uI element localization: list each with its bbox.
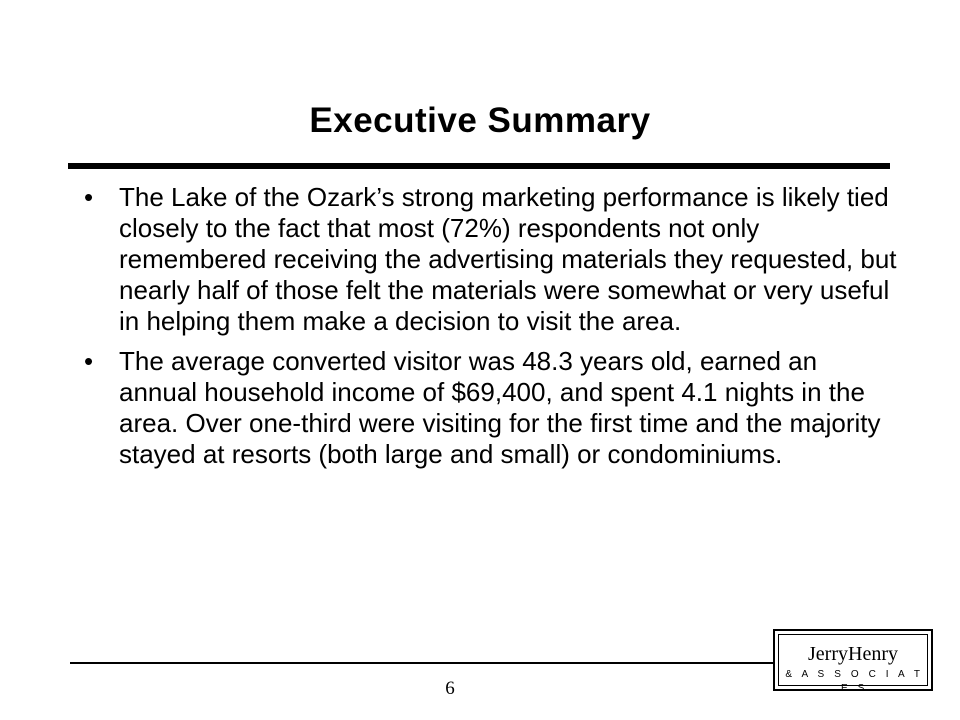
bullet-dot: • bbox=[84, 182, 94, 212]
page-number: 6 bbox=[445, 678, 455, 699]
bullet-item bbox=[78, 182, 898, 337]
bullet-text: The average converted visitor was 48.3 years old, earned an annual household income of $69,400, and spent 4.1 nights in the area. Over one-third were visiting for the first time and the majority stayed at resorts (both large and small) or condominiums. bbox=[119, 346, 881, 469]
bullet-dot: • bbox=[84, 346, 94, 376]
bullet-list bbox=[78, 182, 898, 479]
bullet-item bbox=[78, 346, 898, 470]
bullet-text: The Lake of the Ozark’s strong marketing performance is likely tied closely to the fact that most (72%) respondents not only remembered receiving the advertising materials they requested, but nearly half of those felt the materials were somewhat or very useful in helping them make a decision to visit the area. bbox=[119, 182, 897, 336]
slide-title: Executive Summary bbox=[309, 101, 651, 140]
logo-tagline: & A S S O C I A T E S bbox=[785, 669, 924, 694]
title-underline bbox=[68, 163, 890, 169]
logo-name: JerryHenry bbox=[808, 643, 898, 665]
company-logo bbox=[773, 629, 933, 694]
footer-rule bbox=[70, 662, 774, 664]
logo-inner-frame bbox=[778, 634, 928, 694]
